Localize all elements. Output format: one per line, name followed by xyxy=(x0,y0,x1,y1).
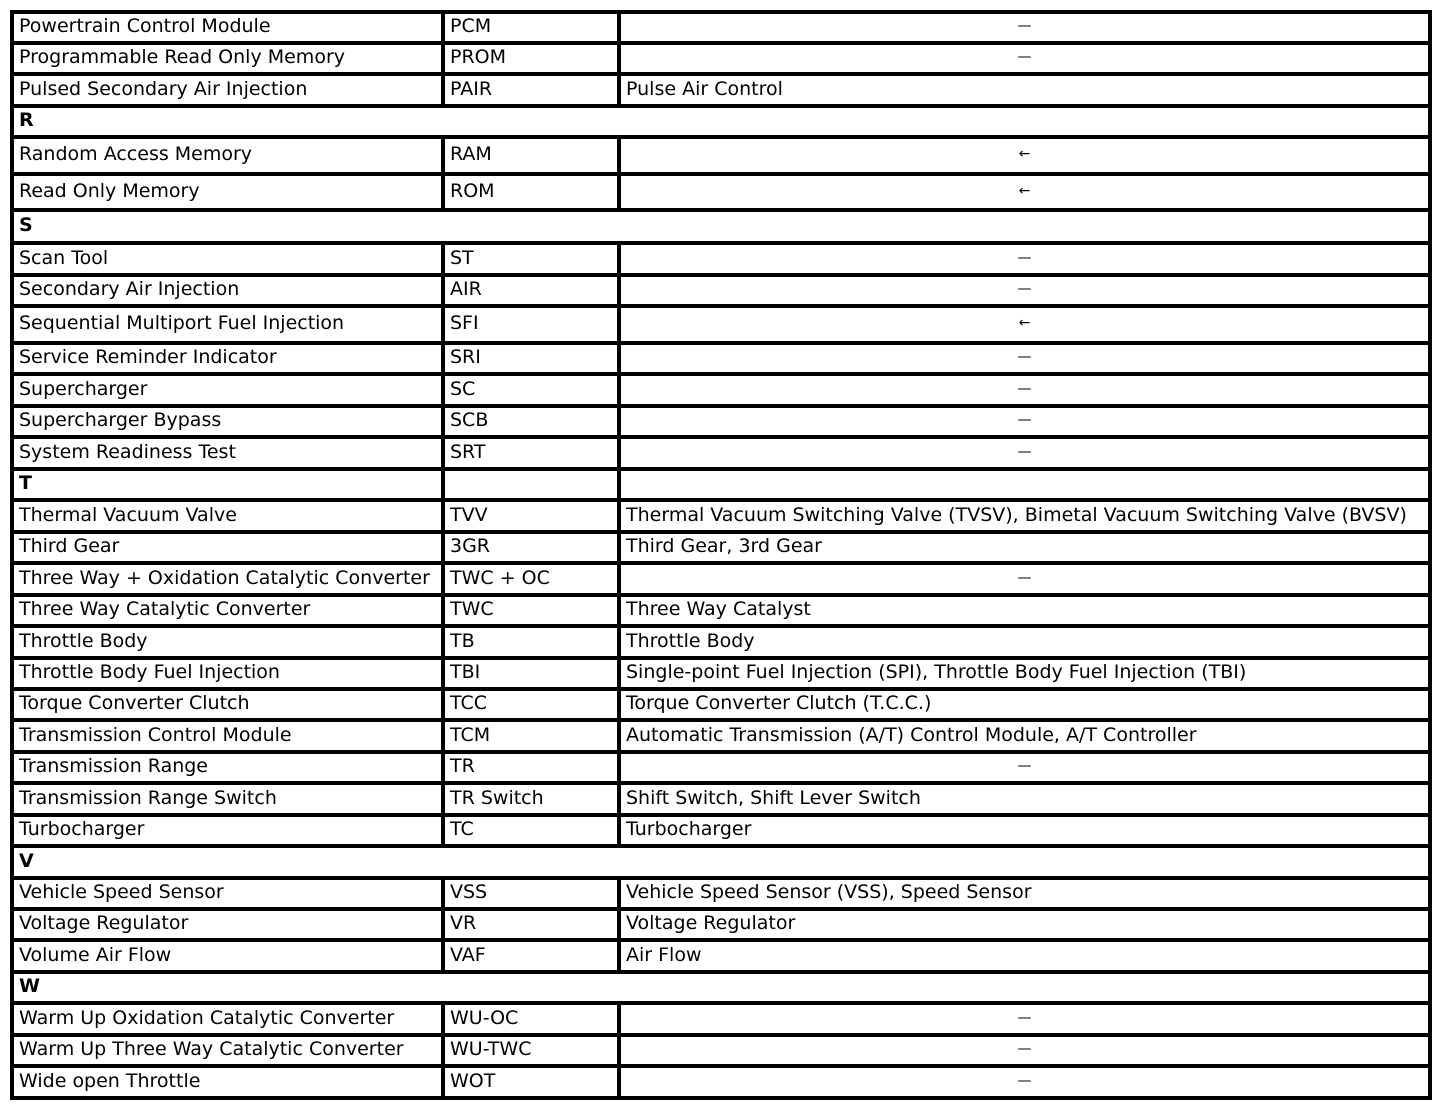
term-cell: Volume Air Flow xyxy=(12,940,443,972)
term-cell: Third Gear xyxy=(12,532,443,563)
term-cell: Supercharger Bypass xyxy=(12,406,443,437)
section-letter: W xyxy=(12,972,1430,1003)
description-cell: ← xyxy=(619,306,1430,343)
term-cell: Wide open Throttle xyxy=(12,1066,443,1098)
description-cell: Vehicle Speed Sensor (VSS), Speed Sensor xyxy=(619,878,1430,909)
term-cell: Scan Tool xyxy=(12,243,443,275)
section-header-row xyxy=(12,972,1430,1003)
acronym-cell: WU-TWC xyxy=(443,1035,619,1066)
acronym-cell: RAM xyxy=(443,137,619,174)
section-letter: V xyxy=(12,846,1430,878)
table-row xyxy=(12,374,1430,406)
table-body xyxy=(12,12,1430,1098)
acronym-cell: SC xyxy=(443,374,619,406)
acronym-cell: SFI xyxy=(443,306,619,343)
term-cell: Random Access Memory xyxy=(12,137,443,174)
acronym-cell: VAF xyxy=(443,940,619,972)
acronym-cell: TBI xyxy=(443,658,619,689)
term-cell: Thermal Vacuum Valve xyxy=(12,500,443,532)
description-cell: Three Way Catalyst xyxy=(619,595,1430,626)
table-row xyxy=(12,878,1430,909)
description-cell: — xyxy=(619,374,1430,406)
description-cell: Third Gear, 3rd Gear xyxy=(619,532,1430,563)
empty-cell xyxy=(443,469,619,500)
acronym-cell: TCC xyxy=(443,689,619,720)
table-row xyxy=(12,595,1430,626)
table-row xyxy=(12,1066,1430,1098)
description-cell: Throttle Body xyxy=(619,626,1430,658)
table-row xyxy=(12,1003,1430,1035)
term-cell: Throttle Body xyxy=(12,626,443,658)
acronym-cell: ROM xyxy=(443,174,619,210)
description-cell: Turbocharger xyxy=(619,815,1430,846)
acronym-cell: TWC + OC xyxy=(443,563,619,595)
description-cell: — xyxy=(619,1003,1430,1035)
term-cell: Transmission Control Module xyxy=(12,720,443,752)
description-cell: — xyxy=(619,406,1430,437)
description-cell: — xyxy=(619,752,1430,783)
acronym-cell: VSS xyxy=(443,878,619,909)
section-letter: T xyxy=(12,469,443,500)
description-cell: Automatic Transmission (A/T) Control Module, A/T Controller xyxy=(619,720,1430,752)
section-header-row xyxy=(12,106,1430,137)
description-cell: — xyxy=(619,343,1430,374)
table-row xyxy=(12,137,1430,174)
acronym-cell: PROM xyxy=(443,43,619,74)
table-row xyxy=(12,689,1430,720)
term-cell: Read Only Memory xyxy=(12,174,443,210)
table-row xyxy=(12,343,1430,374)
acronym-cell: PAIR xyxy=(443,74,619,106)
acronym-cell: SCB xyxy=(443,406,619,437)
term-cell: Transmission Range xyxy=(12,752,443,783)
table-row xyxy=(12,720,1430,752)
table-row xyxy=(12,563,1430,595)
table-row xyxy=(12,437,1430,469)
description-cell: ← xyxy=(619,137,1430,174)
table-row xyxy=(12,783,1430,815)
term-cell: System Readiness Test xyxy=(12,437,443,469)
table-row xyxy=(12,500,1430,532)
description-cell: — xyxy=(619,437,1430,469)
acronym-cell: TWC xyxy=(443,595,619,626)
term-cell: Torque Converter Clutch xyxy=(12,689,443,720)
term-cell: Supercharger xyxy=(12,374,443,406)
acronym-cell: TCM xyxy=(443,720,619,752)
term-cell: Programmable Read Only Memory xyxy=(12,43,443,74)
table-row xyxy=(12,43,1430,74)
acronym-cell: WOT xyxy=(443,1066,619,1098)
term-cell: Warm Up Oxidation Catalytic Converter xyxy=(12,1003,443,1035)
description-cell: — xyxy=(619,275,1430,306)
term-cell: Sequential Multiport Fuel Injection xyxy=(12,306,443,343)
term-cell: Turbocharger xyxy=(12,815,443,846)
table-row xyxy=(12,752,1430,783)
description-cell: — xyxy=(619,1066,1430,1098)
acronym-cell: WU-OC xyxy=(443,1003,619,1035)
acronym-cell: TC xyxy=(443,815,619,846)
description-cell: Voltage Regulator xyxy=(619,909,1430,940)
description-cell: ← xyxy=(619,174,1430,210)
table-row xyxy=(12,658,1430,689)
term-cell: Powertrain Control Module xyxy=(12,12,443,43)
description-cell: Shift Switch, Shift Lever Switch xyxy=(619,783,1430,815)
description-cell: Air Flow xyxy=(619,940,1430,972)
table-row xyxy=(12,532,1430,563)
description-cell: Torque Converter Clutch (T.C.C.) xyxy=(619,689,1430,720)
abbreviation-table xyxy=(10,10,1432,1100)
term-cell: Voltage Regulator xyxy=(12,909,443,940)
term-cell: Three Way Catalytic Converter xyxy=(12,595,443,626)
acronym-cell: SRI xyxy=(443,343,619,374)
acronym-cell: TB xyxy=(443,626,619,658)
term-cell: Warm Up Three Way Catalytic Converter xyxy=(12,1035,443,1066)
acronym-cell: 3GR xyxy=(443,532,619,563)
table-row xyxy=(12,406,1430,437)
term-cell: Pulsed Secondary Air Injection xyxy=(12,74,443,106)
term-cell: Three Way + Oxidation Catalytic Converter xyxy=(12,563,443,595)
description-cell: Single-point Fuel Injection (SPI), Throttle Body Fuel Injection (TBI) xyxy=(619,658,1430,689)
table-row xyxy=(12,12,1430,43)
acronym-cell: ST xyxy=(443,243,619,275)
acronym-cell: VR xyxy=(443,909,619,940)
section-header-row xyxy=(12,210,1430,243)
table-row xyxy=(12,940,1430,972)
acronym-cell: SRT xyxy=(443,437,619,469)
empty-cell xyxy=(619,469,1430,500)
description-cell: — xyxy=(619,243,1430,275)
table-row xyxy=(12,74,1430,106)
description-cell: Thermal Vacuum Switching Valve (TVSV), Bimetal Vacuum Switching Valve (BVSV) xyxy=(619,500,1430,532)
acronym-cell: PCM xyxy=(443,12,619,43)
description-cell: — xyxy=(619,12,1430,43)
table-row xyxy=(12,626,1430,658)
term-cell: Secondary Air Injection xyxy=(12,275,443,306)
description-cell: — xyxy=(619,563,1430,595)
section-header-row xyxy=(12,469,1430,500)
term-cell: Transmission Range Switch xyxy=(12,783,443,815)
table-row xyxy=(12,815,1430,846)
acronym-cell: TR xyxy=(443,752,619,783)
table-row xyxy=(12,909,1430,940)
description-cell: Pulse Air Control xyxy=(619,74,1430,106)
term-cell: Vehicle Speed Sensor xyxy=(12,878,443,909)
acronym-cell: TR Switch xyxy=(443,783,619,815)
section-letter: R xyxy=(12,106,1430,137)
table-row xyxy=(12,306,1430,343)
description-cell: — xyxy=(619,43,1430,74)
term-cell: Service Reminder Indicator xyxy=(12,343,443,374)
term-cell: Throttle Body Fuel Injection xyxy=(12,658,443,689)
table-row xyxy=(12,243,1430,275)
acronym-cell: AIR xyxy=(443,275,619,306)
section-letter: S xyxy=(12,210,1430,243)
table-row xyxy=(12,1035,1430,1066)
table-row xyxy=(12,174,1430,210)
table-row xyxy=(12,275,1430,306)
acronym-cell: TVV xyxy=(443,500,619,532)
description-cell: — xyxy=(619,1035,1430,1066)
section-header-row xyxy=(12,846,1430,878)
